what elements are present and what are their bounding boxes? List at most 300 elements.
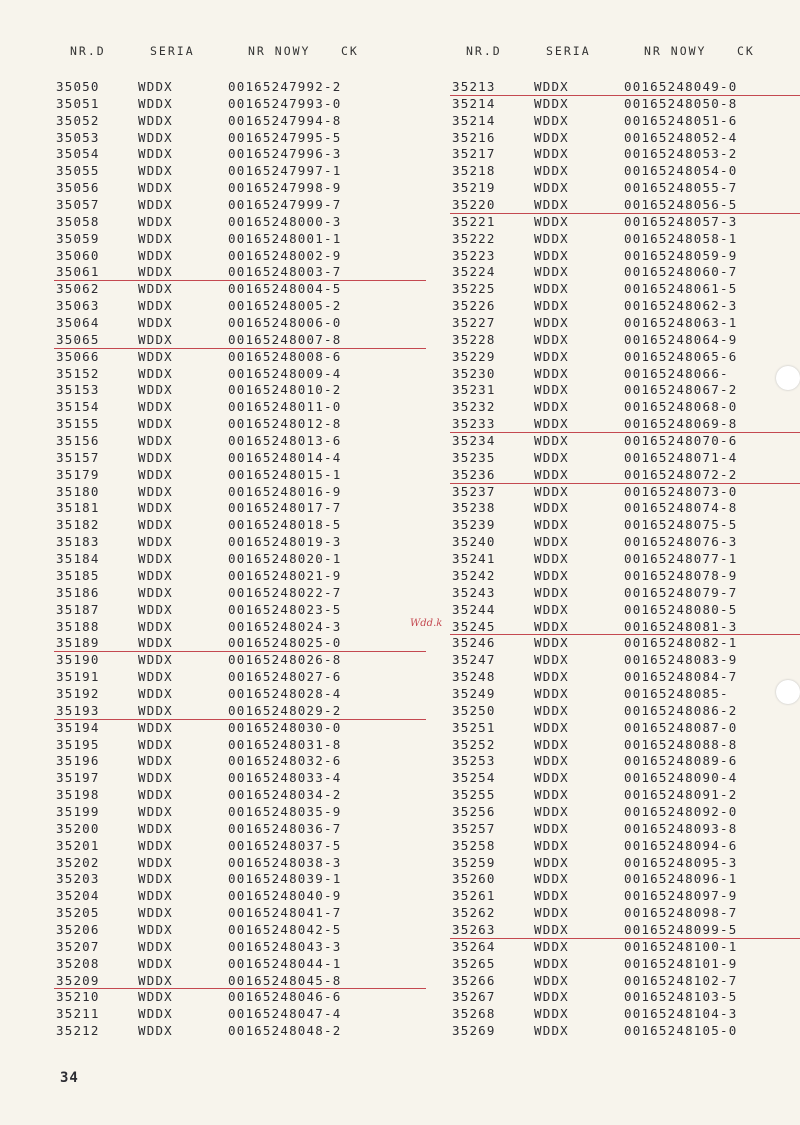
row-nr-nowy: 00165247999-7: [228, 197, 342, 213]
row-nr: 35183: [56, 534, 100, 550]
row-seria: WDDX: [534, 416, 569, 432]
row-seria: WDDX: [534, 938, 569, 954]
table-row: [452, 922, 792, 939]
row-seria: WDDX: [534, 129, 569, 145]
row-nr-nowy: 00165248082-1: [624, 635, 738, 651]
row-seria: WDDX: [138, 315, 173, 331]
row-nr: 35233: [452, 416, 496, 432]
row-nr-nowy: 00165248038-3: [228, 854, 342, 870]
row-nr-nowy: 00165248063-1: [624, 315, 738, 331]
row-nr-nowy: 00165248085-: [624, 685, 729, 701]
row-seria: WDDX: [138, 938, 173, 954]
row-seria: WDDX: [138, 820, 173, 836]
row-seria: WDDX: [534, 534, 569, 550]
row-nr: 35060: [56, 247, 100, 263]
row-nr: 35206: [56, 921, 100, 937]
row-nr: 35179: [56, 466, 100, 482]
table-row: [56, 787, 396, 804]
row-nr-nowy: 00165248095-3: [624, 854, 738, 870]
row-seria: WDDX: [138, 500, 173, 516]
row-nr: 35209: [56, 972, 100, 988]
row-seria: WDDX: [534, 551, 569, 567]
row-seria: WDDX: [138, 803, 173, 819]
table-row: [56, 231, 396, 248]
row-nr-nowy: 00165248100-1: [624, 938, 738, 954]
row-seria: WDDX: [138, 534, 173, 550]
row-nr: 35226: [452, 298, 496, 314]
row-nr-nowy: 00165248003-7: [228, 264, 342, 280]
row-nr-nowy: 00165248051-6: [624, 112, 738, 128]
row-seria: WDDX: [534, 955, 569, 971]
row-seria: WDDX: [534, 1023, 569, 1039]
row-nr: 35255: [452, 787, 496, 803]
row-nr-nowy: 00165248105-0: [624, 1023, 738, 1039]
table-row: [56, 214, 396, 231]
row-nr-nowy: 00165248005-2: [228, 298, 342, 314]
row-nr-nowy: 00165248061-5: [624, 281, 738, 297]
row-nr: 35236: [452, 466, 496, 482]
row-nr-nowy: 00165248010-2: [228, 382, 342, 398]
row-nr-nowy: 00165248011-0: [228, 399, 342, 415]
header-ck: CK: [341, 44, 359, 58]
row-nr: 35053: [56, 129, 100, 145]
row-nr-nowy: 00165248093-8: [624, 820, 738, 836]
row-nr-nowy: 00165247996-3: [228, 146, 342, 162]
row-nr: 35258: [452, 837, 496, 853]
row-nr-nowy: 00165248000-3: [228, 213, 342, 229]
row-seria: WDDX: [138, 382, 173, 398]
row-seria: WDDX: [534, 770, 569, 786]
table-row: [452, 146, 792, 163]
punch-hole-icon: [776, 366, 800, 390]
row-seria: WDDX: [534, 719, 569, 735]
row-nr: 35153: [56, 382, 100, 398]
row-nr-nowy: 00165248065-6: [624, 348, 738, 364]
row-seria: WDDX: [534, 483, 569, 499]
table-row: [452, 855, 792, 872]
table-row: [452, 113, 792, 130]
row-nr-nowy: 00165248078-9: [624, 567, 738, 583]
row-nr: 35195: [56, 736, 100, 752]
row-seria: WDDX: [534, 753, 569, 769]
row-seria: WDDX: [138, 719, 173, 735]
row-nr-nowy: 00165248075-5: [624, 517, 738, 533]
row-nr-nowy: 00165248014-4: [228, 449, 342, 465]
row-nr-nowy: 00165248068-0: [624, 399, 738, 415]
table-row: [452, 450, 792, 467]
row-nr-nowy: 00165248024-3: [228, 618, 342, 634]
table-row: [56, 585, 396, 602]
table-row: [452, 517, 792, 534]
page-number: 34: [60, 1070, 79, 1086]
row-seria: WDDX: [534, 79, 569, 94]
table-row: [56, 349, 396, 366]
row-nr-nowy: 00165248052-4: [624, 129, 738, 145]
row-nr-nowy: 00165248015-1: [228, 466, 342, 482]
row-seria: WDDX: [138, 702, 173, 718]
table-row: [452, 956, 792, 973]
row-seria: WDDX: [534, 702, 569, 718]
row-nr: 35249: [452, 685, 496, 701]
row-nr: 35264: [452, 938, 496, 954]
row-nr-nowy: 00165248084-7: [624, 669, 738, 685]
header-nr: NR.D: [70, 44, 106, 58]
row-nr: 35222: [452, 230, 496, 246]
row-nr: 35063: [56, 298, 100, 314]
row-seria: WDDX: [138, 736, 173, 752]
row-nr: 35214: [452, 112, 496, 128]
row-nr: 35201: [56, 837, 100, 853]
row-nr: 35212: [56, 1023, 100, 1039]
row-seria: WDDX: [534, 652, 569, 668]
row-seria: WDDX: [138, 854, 173, 870]
row-nr: 35202: [56, 854, 100, 870]
row-seria: WDDX: [534, 163, 569, 179]
table-row: [452, 838, 792, 855]
table-row: [56, 888, 396, 905]
row-nr: 35210: [56, 989, 100, 1005]
table-row: [452, 635, 792, 652]
row-seria: WDDX: [138, 635, 173, 651]
table-row: [56, 96, 396, 113]
row-nr: 35189: [56, 635, 100, 651]
table-row: [56, 838, 396, 855]
table-row: [56, 635, 396, 652]
table-row: [56, 484, 396, 501]
row-seria: WDDX: [534, 449, 569, 465]
row-nr: 35055: [56, 163, 100, 179]
row-seria: WDDX: [138, 517, 173, 533]
row-nr: 35154: [56, 399, 100, 415]
row-nr-nowy: 00165248025-0: [228, 635, 342, 651]
row-nr-nowy: 00165248007-8: [228, 331, 342, 347]
row-seria: WDDX: [138, 753, 173, 769]
table-row: [56, 130, 396, 147]
row-seria: WDDX: [534, 736, 569, 752]
table-row: [452, 500, 792, 517]
row-nr: 35207: [56, 938, 100, 954]
row-nr: 35248: [452, 669, 496, 685]
row-nr-nowy: 00165248041-7: [228, 905, 342, 921]
row-nr-nowy: 00165248023-5: [228, 601, 342, 617]
row-seria: WDDX: [138, 247, 173, 263]
column-header: [452, 44, 792, 60]
row-seria: WDDX: [534, 669, 569, 685]
row-seria: WDDX: [138, 972, 173, 988]
table-row: [56, 568, 396, 585]
row-nr-nowy: 00165248006-0: [228, 315, 342, 331]
table-row: [452, 349, 792, 366]
row-nr-nowy: 00165248055-7: [624, 180, 738, 196]
row-nr-nowy: 00165248019-3: [228, 534, 342, 550]
row-nr: 35051: [56, 95, 100, 111]
row-nr-nowy: 00165248079-7: [624, 584, 738, 600]
row-nr: 35213: [452, 79, 496, 94]
table-row: [452, 197, 792, 214]
row-nr: 35200: [56, 820, 100, 836]
row-nr-nowy: 00165248070-6: [624, 433, 738, 449]
table-row: [452, 973, 792, 990]
row-seria: WDDX: [534, 399, 569, 415]
table-row: [56, 1023, 396, 1040]
table-row: [56, 264, 396, 281]
row-nr-nowy: 00165248048-2: [228, 1023, 342, 1039]
row-nr-nowy: 00165248069-8: [624, 416, 738, 432]
row-nr-nowy: 00165248071-4: [624, 449, 738, 465]
table-row: [452, 399, 792, 416]
table-row: [56, 905, 396, 922]
table-row: [452, 231, 792, 248]
row-nr: 35193: [56, 702, 100, 718]
row-nr: 35205: [56, 905, 100, 921]
row-nr-nowy: 00165248022-7: [228, 584, 342, 600]
row-nr: 35219: [452, 180, 496, 196]
row-nr-nowy: 00165248013-6: [228, 433, 342, 449]
row-nr-nowy: 00165248067-2: [624, 382, 738, 398]
row-nr: 35254: [452, 770, 496, 786]
table-row: [452, 939, 792, 956]
row-seria: WDDX: [138, 331, 173, 347]
row-nr: 35155: [56, 416, 100, 432]
row-nr: 35262: [452, 905, 496, 921]
row-nr: 35242: [452, 567, 496, 583]
row-nr: 35228: [452, 331, 496, 347]
row-nr-nowy: 00165248001-1: [228, 230, 342, 246]
table-row: [56, 1006, 396, 1023]
table-row: [452, 248, 792, 265]
row-nr-nowy: 00165248039-1: [228, 871, 342, 887]
row-seria: WDDX: [534, 146, 569, 162]
row-seria: WDDX: [138, 1023, 173, 1039]
table-row: [56, 703, 396, 720]
row-nr-nowy: 00165248032-6: [228, 753, 342, 769]
row-seria: WDDX: [138, 584, 173, 600]
table-row: [56, 534, 396, 551]
row-nr-nowy: 00165248101-9: [624, 955, 738, 971]
row-nr: 35267: [452, 989, 496, 1005]
table-row: [452, 264, 792, 281]
row-nr: 35057: [56, 197, 100, 213]
table-row: [452, 652, 792, 669]
row-nr: 35182: [56, 517, 100, 533]
row-nr-nowy: 00165248103-5: [624, 989, 738, 1005]
row-nr-nowy: 00165248080-5: [624, 601, 738, 617]
row-nr: 35199: [56, 803, 100, 819]
row-seria: WDDX: [534, 905, 569, 921]
row-nr: 35261: [452, 888, 496, 904]
row-nr: 35211: [56, 1006, 100, 1022]
row-nr: 35180: [56, 483, 100, 499]
table-row: [56, 332, 396, 349]
row-seria: WDDX: [534, 180, 569, 196]
row-seria: WDDX: [138, 197, 173, 213]
row-nr-nowy: 00165248059-9: [624, 247, 738, 263]
row-nr-nowy: 00165248058-1: [624, 230, 738, 246]
table-row: [452, 467, 792, 484]
row-nr: 35065: [56, 331, 100, 347]
table-row: [452, 770, 792, 787]
row-nr: 35251: [452, 719, 496, 735]
row-nr: 35181: [56, 500, 100, 516]
row-seria: WDDX: [138, 955, 173, 971]
table-row: [452, 905, 792, 922]
row-nr: 35265: [452, 955, 496, 971]
row-nr: 35061: [56, 264, 100, 280]
row-nr: 35054: [56, 146, 100, 162]
table-row: [56, 669, 396, 686]
row-seria: WDDX: [138, 95, 173, 111]
row-nr-nowy: 00165248096-1: [624, 871, 738, 887]
table-row: [56, 281, 396, 298]
table-row: [56, 821, 396, 838]
row-nr-nowy: 00165248035-9: [228, 803, 342, 819]
row-seria: WDDX: [138, 888, 173, 904]
row-nr-nowy: 00165248043-3: [228, 938, 342, 954]
table-row: [56, 686, 396, 703]
header-seria: SERIA: [150, 44, 195, 58]
row-nr: 35252: [452, 736, 496, 752]
row-nr-nowy: 00165247998-9: [228, 180, 342, 196]
row-nr: 35220: [452, 197, 496, 213]
row-seria: WDDX: [534, 247, 569, 263]
table-row: [452, 888, 792, 905]
table-row: [452, 180, 792, 197]
row-nr: 35263: [452, 921, 496, 937]
table-row: [56, 737, 396, 754]
row-seria: WDDX: [534, 837, 569, 853]
row-seria: WDDX: [534, 989, 569, 1005]
row-nr: 35198: [56, 787, 100, 803]
table-row: [56, 770, 396, 787]
row-nr-nowy: 00165248012-8: [228, 416, 342, 432]
table-row: [56, 382, 396, 399]
table-row: [452, 720, 792, 737]
row-nr: 35203: [56, 871, 100, 887]
row-seria: WDDX: [534, 803, 569, 819]
row-nr: 35224: [452, 264, 496, 280]
table-row: [452, 871, 792, 888]
row-nr-nowy: 00165248004-5: [228, 281, 342, 297]
row-seria: WDDX: [534, 871, 569, 887]
row-nr: 35050: [56, 79, 100, 94]
row-nr-nowy: 00165248081-3: [624, 618, 738, 634]
table-row: [56, 973, 396, 990]
row-nr: 35214: [452, 95, 496, 111]
table-row: [56, 652, 396, 669]
row-seria: WDDX: [138, 652, 173, 668]
row-nr-nowy: 00165248050-8: [624, 95, 738, 111]
row-seria: WDDX: [534, 517, 569, 533]
row-nr: 35237: [452, 483, 496, 499]
row-nr-nowy: 00165248083-9: [624, 652, 738, 668]
row-nr: 35221: [452, 213, 496, 229]
row-nr: 35058: [56, 213, 100, 229]
row-seria: WDDX: [138, 449, 173, 465]
row-nr-nowy: 00165248090-4: [624, 770, 738, 786]
row-nr: 35190: [56, 652, 100, 668]
row-nr-nowy: 00165248077-1: [624, 551, 738, 567]
column-header: [56, 44, 396, 60]
row-nr: 35256: [452, 803, 496, 819]
table-row: [56, 871, 396, 888]
row-nr: 35186: [56, 584, 100, 600]
row-seria: WDDX: [138, 399, 173, 415]
row-nr: 35152: [56, 365, 100, 381]
row-seria: WDDX: [534, 298, 569, 314]
row-seria: WDDX: [138, 416, 173, 432]
row-nr-nowy: 00165248002-9: [228, 247, 342, 263]
row-nr-nowy: 00165248097-9: [624, 888, 738, 904]
table-row: [452, 753, 792, 770]
table-row: [452, 534, 792, 551]
row-seria: WDDX: [534, 230, 569, 246]
table-row: [452, 669, 792, 686]
row-nr-nowy: 00165248086-2: [624, 702, 738, 718]
row-nr: 35191: [56, 669, 100, 685]
punch-hole-icon: [776, 680, 800, 704]
row-seria: WDDX: [534, 264, 569, 280]
table-row: [56, 197, 396, 214]
table-row: [56, 602, 396, 619]
row-nr-nowy: 00165248092-0: [624, 803, 738, 819]
row-nr: 35216: [452, 129, 496, 145]
row-nr: 35241: [452, 551, 496, 567]
right-column: [452, 44, 792, 1039]
table-row: [56, 619, 396, 636]
row-nr-nowy: 00165248033-4: [228, 770, 342, 786]
table-row: [56, 113, 396, 130]
header-ck: CK: [737, 44, 755, 58]
row-nr-nowy: 00165248076-3: [624, 534, 738, 550]
row-nr-nowy: 00165247997-1: [228, 163, 342, 179]
row-seria: WDDX: [138, 163, 173, 179]
row-nr: 35250: [452, 702, 496, 718]
row-seria: WDDX: [138, 685, 173, 701]
table-row: [452, 737, 792, 754]
row-nr-nowy: 00165248073-0: [624, 483, 738, 499]
header-nr-nowy: NR NOWY: [644, 44, 707, 58]
table-row: [452, 551, 792, 568]
row-nr-nowy: 00165248087-0: [624, 719, 738, 735]
table-row: [452, 804, 792, 821]
row-seria: WDDX: [534, 854, 569, 870]
header-nr: NR.D: [466, 44, 502, 58]
row-nr: 35066: [56, 348, 100, 364]
row-seria: WDDX: [138, 669, 173, 685]
row-seria: WDDX: [534, 197, 569, 213]
row-seria: WDDX: [138, 264, 173, 280]
row-nr: 35184: [56, 551, 100, 567]
table-row: [452, 1006, 792, 1023]
table-row: [56, 450, 396, 467]
row-nr: 35243: [452, 584, 496, 600]
row-seria: WDDX: [534, 618, 569, 634]
row-nr: 35225: [452, 281, 496, 297]
row-nr: 35187: [56, 601, 100, 617]
header-seria: SERIA: [546, 44, 591, 58]
row-nr-nowy: 00165248054-0: [624, 163, 738, 179]
table-row: [56, 500, 396, 517]
row-nr-nowy: 00165248028-4: [228, 685, 342, 701]
row-nr-nowy: 00165248098-7: [624, 905, 738, 921]
row-nr: 35185: [56, 567, 100, 583]
row-nr-nowy: 00165248062-3: [624, 298, 738, 314]
row-nr-nowy: 00165248027-6: [228, 669, 342, 685]
table-row: [452, 686, 792, 703]
row-nr: 35227: [452, 315, 496, 331]
row-nr: 35188: [56, 618, 100, 634]
row-seria: WDDX: [138, 871, 173, 887]
